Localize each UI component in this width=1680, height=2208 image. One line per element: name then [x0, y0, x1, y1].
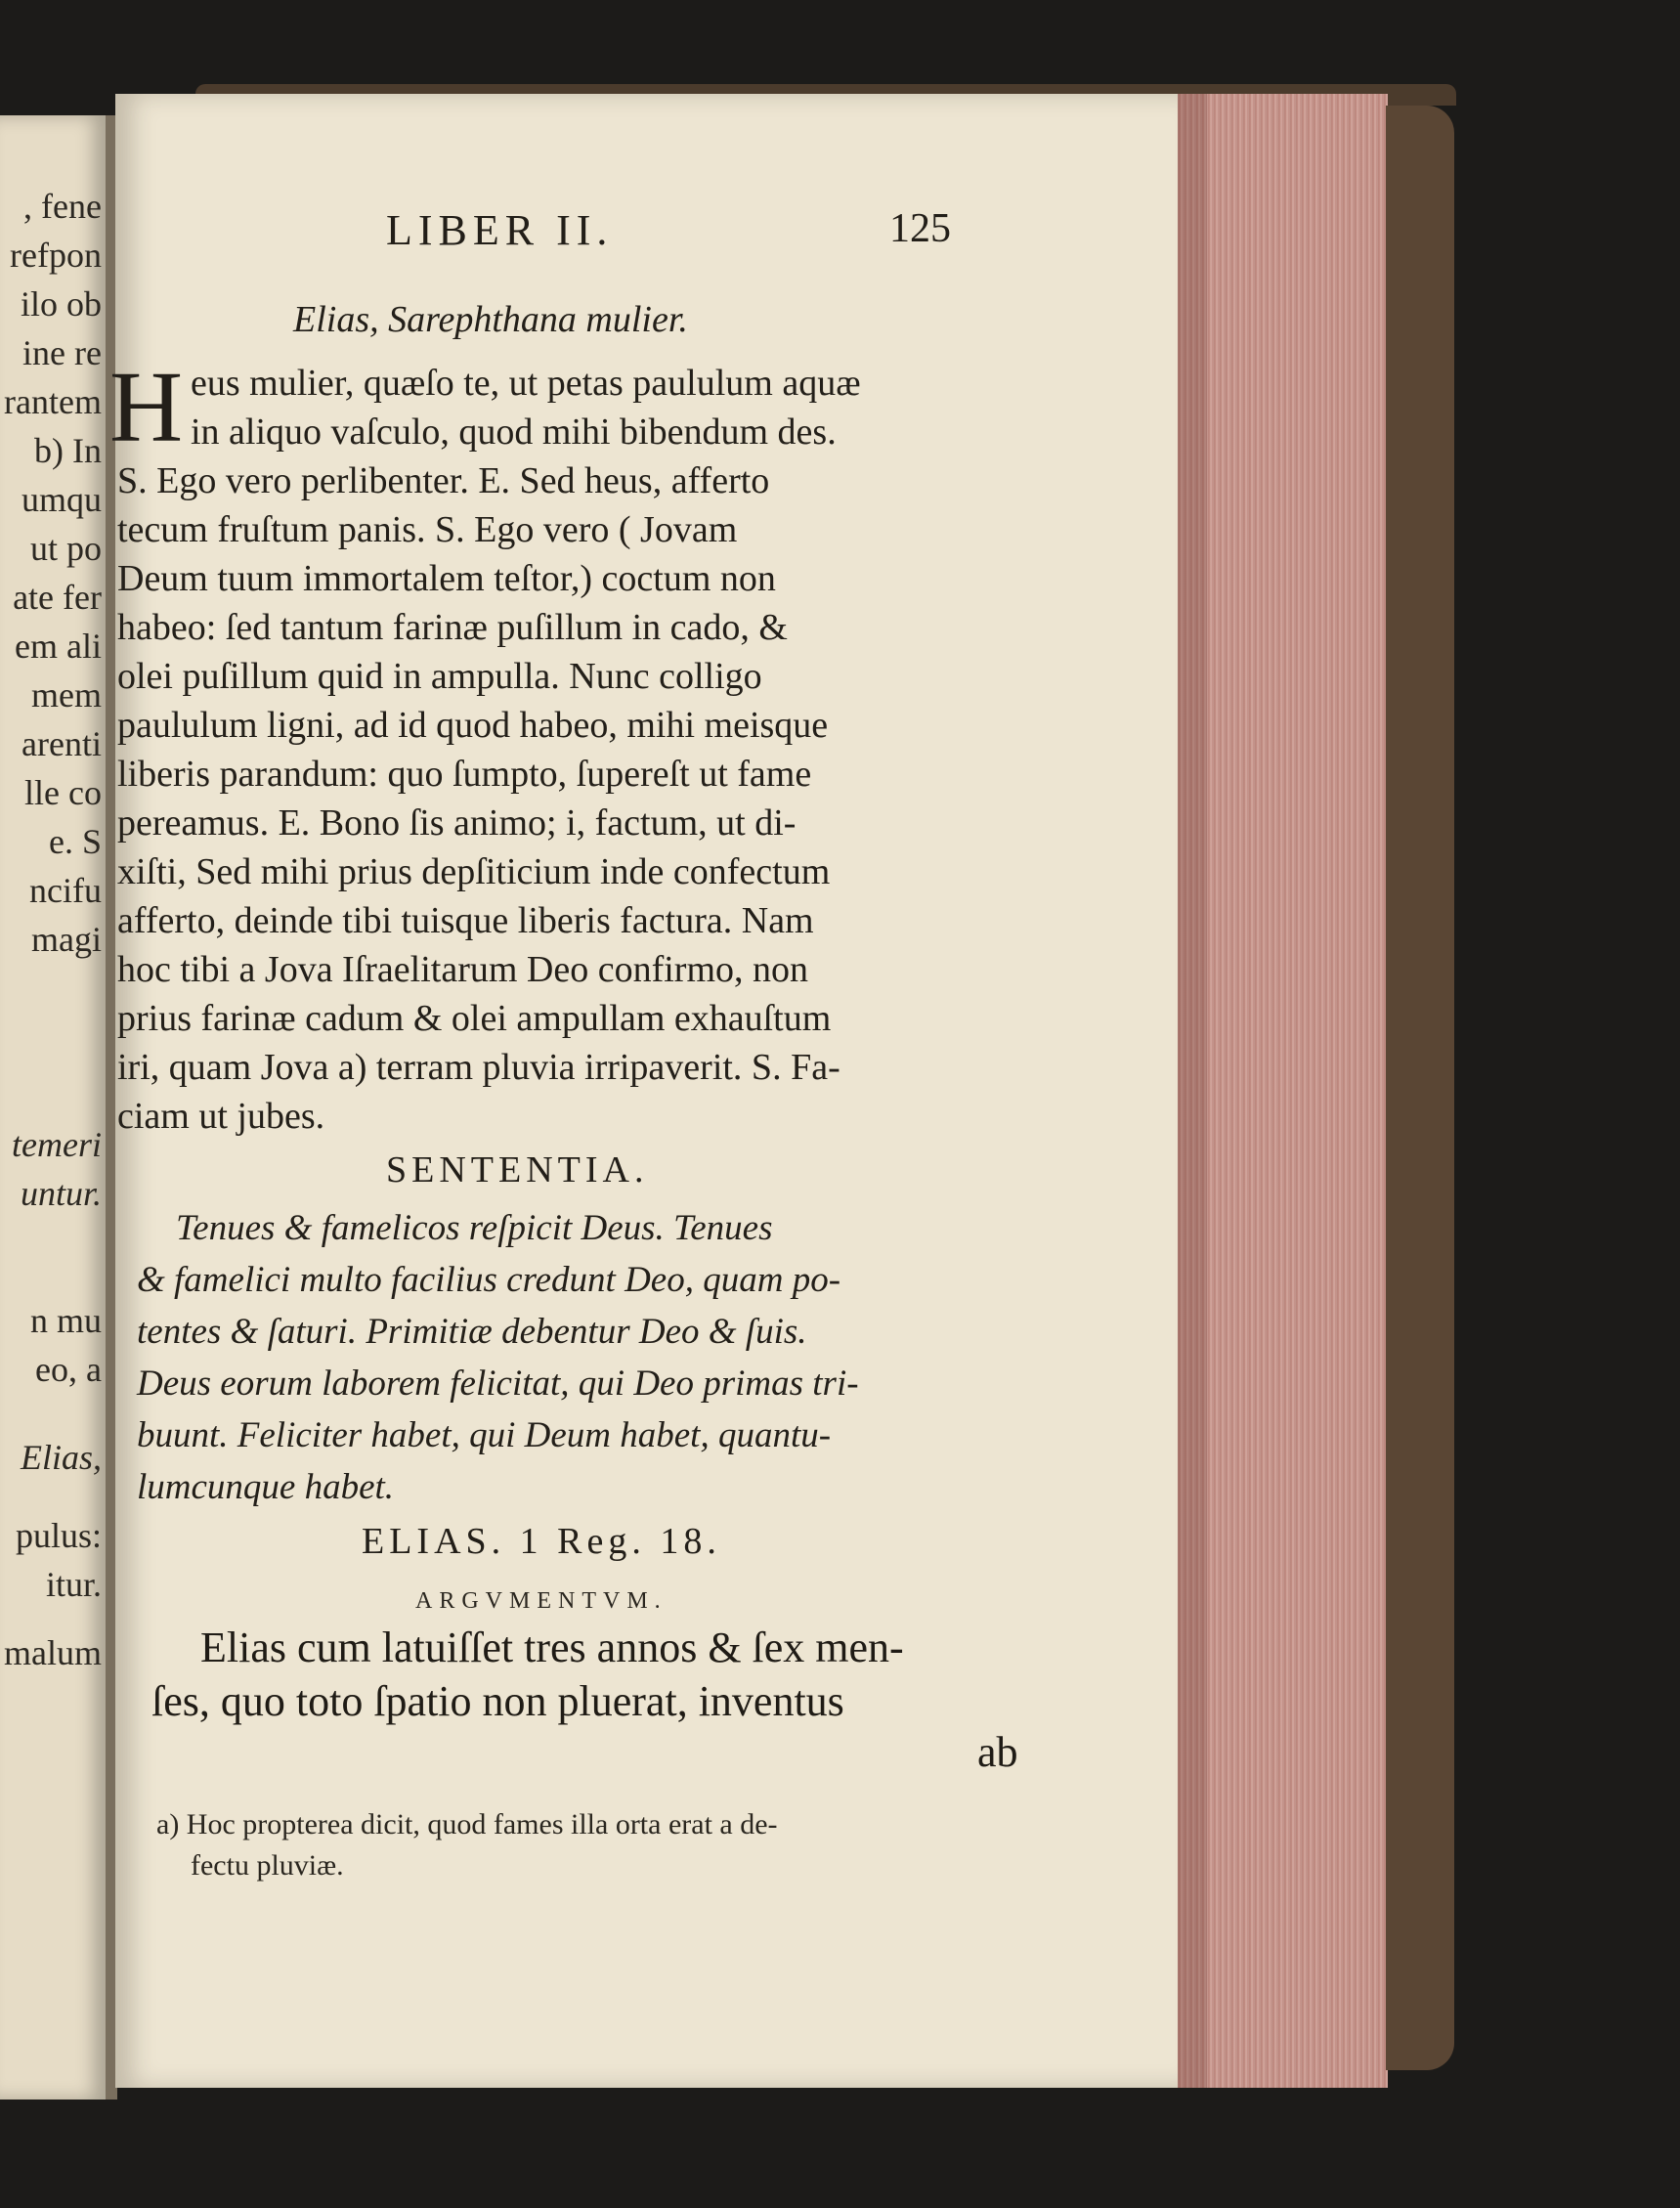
left-page-fragment: malum	[4, 1633, 102, 1672]
left-page-fragment: itur.	[45, 1565, 102, 1604]
left-page-fragment: Elias,	[20, 1438, 102, 1477]
left-page-fragment: , fene	[23, 187, 102, 226]
dialogue-line: xiſti, Sed mihi prius depſiticium inde confectum	[117, 851, 831, 892]
left-page-fragment: ut po	[29, 529, 102, 568]
running-header	[117, 205, 997, 264]
dialogue-line: hoc tibi a Jova Iſraelitarum Deo confirmo, non	[117, 949, 809, 990]
sententia-line: Tenues & famelicos reſpicit Deus. Tenues	[176, 1208, 773, 1248]
left-page-fragment: rantem	[4, 382, 102, 421]
dialogue-line: pereamus. E. Bono ſis animo; i, factum, ut di-	[117, 802, 797, 844]
left-page-fragment: arenti	[22, 724, 102, 763]
page-number: 125	[889, 206, 951, 251]
left-page-fragment: ncifu	[29, 871, 102, 910]
left-page-fragment: lle co	[24, 773, 102, 812]
sententia-line: buunt. Feliciter habet, qui Deum habet, quantu-	[137, 1415, 832, 1455]
left-page-fragment: e. S	[49, 822, 102, 861]
dialogue-line: iri, quam Jova a) terram pluvia irripaverit. S. Fa-	[117, 1047, 840, 1088]
footnote-line: fectu pluviæ.	[191, 1849, 344, 1882]
facing-page-left	[0, 115, 108, 2100]
page-edges-shadow	[1178, 94, 1207, 2088]
book-cover-spine	[1386, 106, 1454, 2070]
sententia-line: tentes & ſaturi. Primitiæ debentur Deo & ſuis.	[137, 1312, 807, 1352]
sententia-line: & famelici multo facilius credunt Deo, quam po-	[137, 1260, 841, 1300]
dialogue-line: liberis parandum: quo ſumpto, ſupereſt ut fame	[117, 754, 812, 795]
dialogue-line: prius farinæ cadum & olei ampullam exhauſtum	[117, 998, 832, 1039]
dialogue-line: paululum ligni, ad id quod habeo, mihi meisque	[117, 705, 829, 746]
catchword: ab	[977, 1728, 1018, 1776]
running-title: LIBER II.	[386, 206, 614, 254]
argumentum-label: ARGVMENTVM.	[415, 1588, 668, 1614]
left-page-fragment: ine re	[22, 333, 102, 372]
sententia-heading: SENTENTIA.	[386, 1149, 649, 1191]
sententia-line: lumcunque habet.	[137, 1467, 395, 1507]
elias-heading: ELIAS. 1 Reg. 18.	[362, 1521, 721, 1562]
left-page-fragment: n mu	[29, 1301, 102, 1340]
speakers-heading: Elias, Sarephthana mulier.	[293, 299, 688, 340]
left-page-fragment: magi	[31, 920, 102, 959]
page-edges	[1178, 94, 1388, 2088]
left-page-fragment: mem	[31, 675, 102, 714]
left-page-fragment: umqu	[21, 480, 102, 519]
left-page-fragment: ate fer	[13, 578, 102, 617]
left-page-fragment: untur.	[20, 1174, 102, 1213]
argumentum-line: ſes, quo toto ſpatio non pluerat, inventus	[151, 1677, 844, 1725]
left-page-fragment: temeri	[12, 1125, 102, 1164]
left-page-fragment: refpon	[10, 236, 102, 275]
left-page-fragment: b) In	[34, 431, 102, 470]
drop-cap: H	[109, 351, 184, 463]
dialogue-line: tecum fruſtum panis. S. Ego vero ( Jovam	[117, 509, 738, 550]
left-page-fragment: ilo ob	[20, 284, 102, 324]
footnote-line: a) Hoc propterea dicit, quod fames illa orta erat a de-	[156, 1808, 778, 1840]
left-page-fragment: pulus:	[15, 1516, 102, 1555]
dialogue-line: habeo: ſed tantum farinæ puſillum in cado, &	[117, 607, 788, 648]
sententia-line: Deus eorum laborem felicitat, qui Deo primas tri-	[137, 1364, 859, 1404]
dialogue-line: afferto, deinde tibi tuisque liberis factura. Nam	[117, 900, 814, 941]
left-page-fragment: eo, a	[35, 1350, 102, 1389]
argumentum-line: Elias cum latuiſſet tres annos & ſex men-	[200, 1624, 904, 1671]
left-page-fragment: em ali	[15, 627, 102, 666]
dialogue-line: olei puſillum quid in ampulla. Nunc colligo	[117, 656, 762, 697]
dialogue-line: in aliquo vaſculo, quod mihi bibendum des.	[191, 411, 837, 453]
dialogue-line: Deum tuum immortalem teſtor,) coctum non	[117, 558, 776, 599]
dialogue-line: S. Ego vero perlibenter. E. Sed heus, afferto	[117, 460, 770, 501]
dialogue-line: ciam ut jubes.	[117, 1096, 325, 1137]
dialogue-line: eus mulier, quæſo te, ut petas paululum aquæ	[191, 363, 861, 404]
